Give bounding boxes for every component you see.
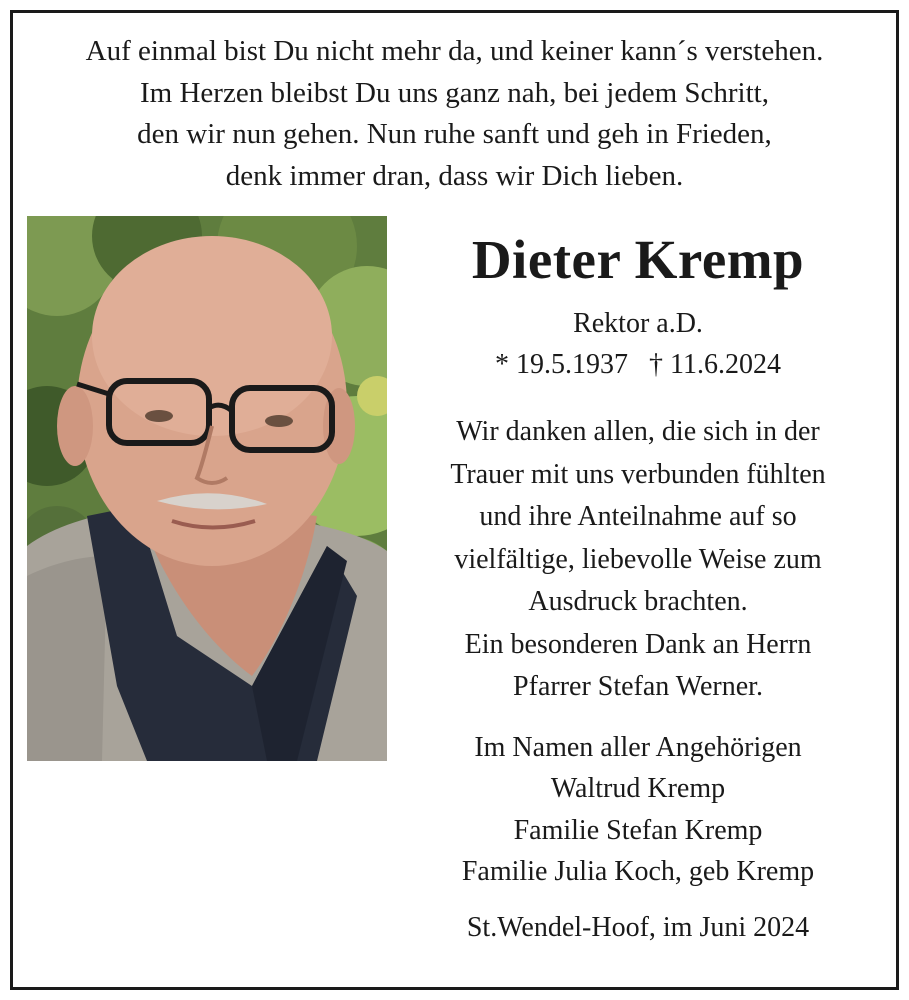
signature-line: Im Namen aller Angehörigen — [474, 731, 802, 763]
obituary-notice — [10, 10, 899, 990]
life-dates — [413, 344, 863, 385]
thanks-line: Wir danken allen, die sich in der — [456, 416, 820, 447]
signature-line: Familie Julia Koch, geb Kremp — [461, 856, 815, 888]
thanks-line: vielfältige, liebevolle Weise zum — [454, 543, 822, 575]
poem-line: Auf einmal bist Du nicht mehr da, und keiner kann´s verstehen. — [85, 35, 824, 67]
signature-line: Waltrud Kremp — [550, 773, 726, 805]
portrait-photo — [27, 216, 387, 761]
poem-line: den wir nun gehen. Nun ruhe sanft und geh in Frieden, — [137, 118, 772, 150]
place-date: St.Wendel-Hoof, im Juni 2024 — [466, 911, 810, 943]
poem — [13, 31, 896, 197]
poem-line: denk immer dran, dass wir Dich lieben. — [225, 159, 684, 192]
birth-date: * 19.5.1937 — [495, 349, 629, 380]
death-date: † 11.6.2024 — [649, 349, 781, 380]
thanks-line: Pfarrer Stefan Werner. — [513, 671, 763, 702]
thanks-line: Trauer mit uns verbunden fühlten — [450, 458, 826, 490]
signature-line: Familie Stefan Kremp — [513, 814, 763, 846]
deceased-title: Rektor a.D. — [573, 308, 703, 339]
thanks-line: Ein besonderen Dank an Herrn — [464, 628, 812, 660]
notice-text — [413, 227, 863, 948]
poem-line: Im Herzen bleibst Du uns ganz nah, bei jedem Schritt, — [140, 76, 769, 109]
deceased-name: Dieter Kremp — [471, 229, 805, 290]
signature-block — [413, 727, 863, 893]
thanks-text — [413, 411, 863, 709]
thanks-line: Ausdruck brachten. — [528, 586, 748, 617]
thanks-line: und ihre Anteilnahme auf so — [479, 501, 797, 532]
